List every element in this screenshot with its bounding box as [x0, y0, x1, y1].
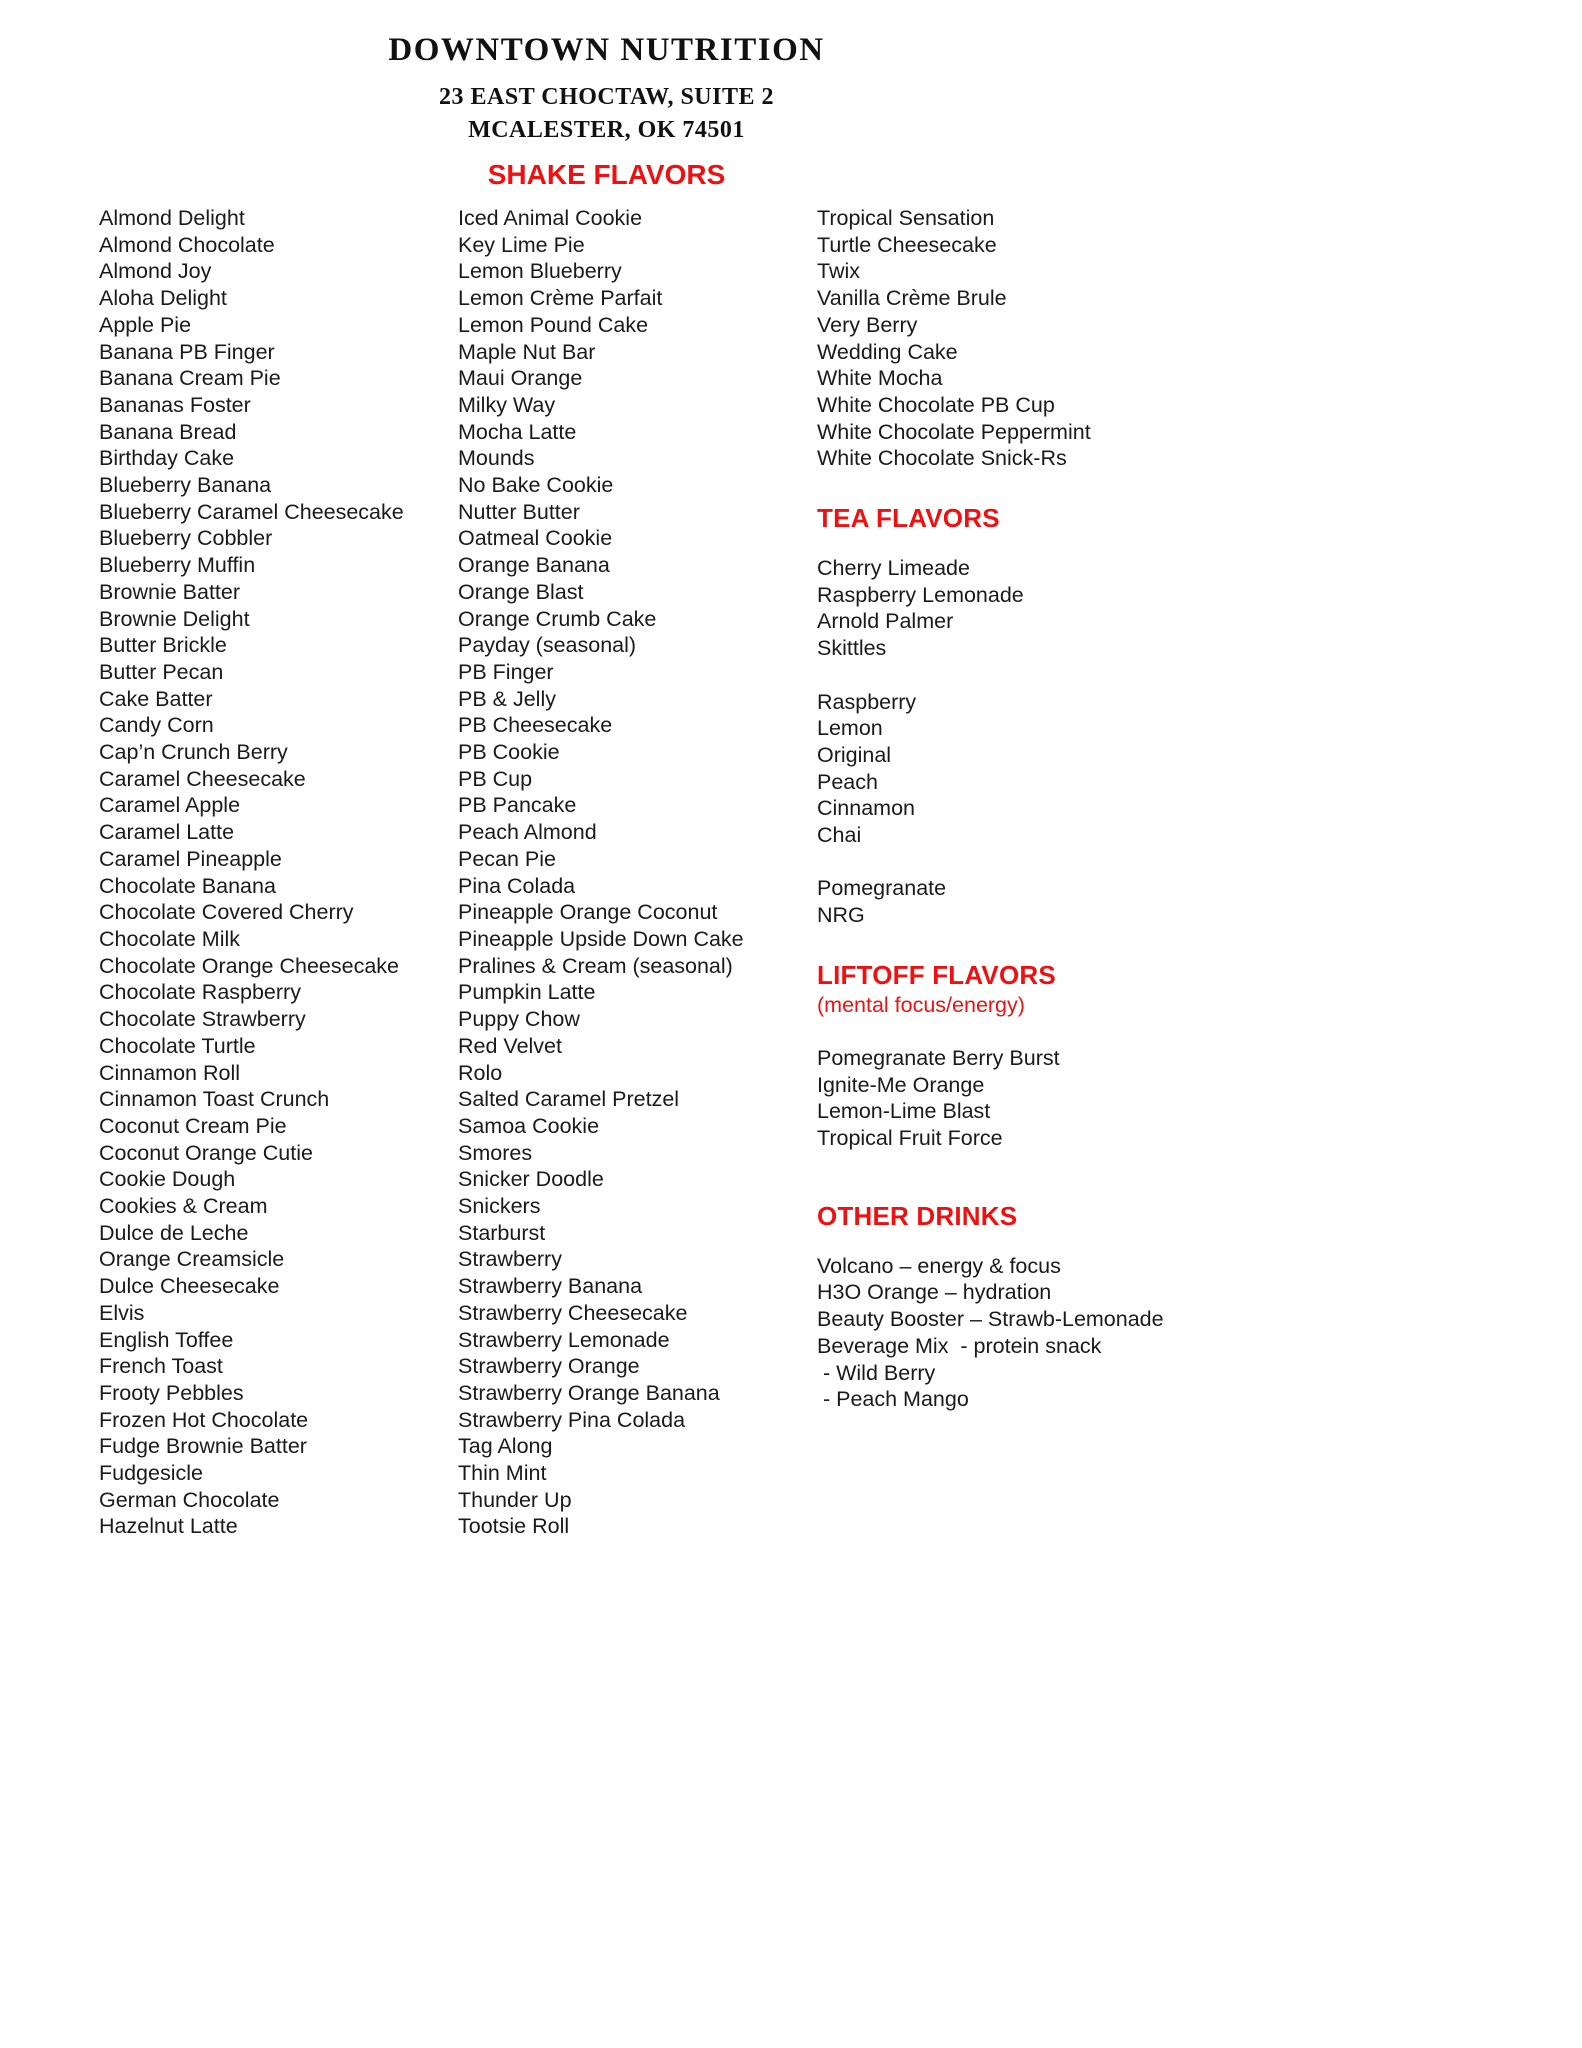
list-item: Puppy Chow: [458, 1007, 580, 1032]
list-item: Blueberry Banana: [99, 473, 272, 498]
list-item: PB & Jelly: [458, 686, 556, 711]
list-item: Pumpkin Latte: [458, 980, 596, 1005]
list-item: Cinnamon Roll: [99, 1060, 241, 1085]
list-item: Banana PB Finger: [99, 339, 275, 364]
list-item: Blueberry Caramel Cheesecake: [99, 499, 404, 524]
list-item: Strawberry: [458, 1247, 562, 1272]
list-item: Tag Along: [458, 1434, 553, 1459]
list-item: Butter Brickle: [99, 633, 227, 658]
list-item: Caramel Cheesecake: [99, 766, 306, 791]
list-item: Pralines & Cream (seasonal): [458, 953, 733, 978]
list-item: Cinnamon Toast Crunch: [99, 1087, 330, 1112]
list-item: Volcano – energy & focus: [817, 1253, 1061, 1278]
list-item: Arnold Palmer: [817, 609, 954, 634]
list-item: Caramel Apple: [99, 793, 241, 818]
list-item: Very Berry: [817, 312, 918, 337]
tea-flavors-heading: TEA FLAVORS: [817, 503, 1000, 534]
list-item: Banana Bread: [99, 419, 237, 444]
list-item: German Chocolate: [99, 1487, 280, 1512]
list-item: NRG: [817, 903, 865, 928]
list-item: Peach: [817, 769, 878, 794]
list-item: Beauty Booster – Strawb-Lemonade: [817, 1307, 1164, 1332]
list-item: Wedding Cake: [817, 339, 958, 364]
list-item: Fudge Brownie Batter: [99, 1434, 307, 1459]
right-column: [817, 205, 1257, 1413]
list-item: Pomegranate: [817, 876, 947, 901]
list-item: Bananas Foster: [99, 392, 251, 417]
list-item: Almond Delight: [99, 206, 245, 230]
list-item: Peach Almond: [458, 820, 597, 845]
list-item: Rolo: [458, 1060, 503, 1085]
list-item: Fudgesicle: [99, 1461, 203, 1486]
list-item: Chocolate Covered Cherry: [99, 900, 354, 925]
list-item: [817, 662, 1257, 689]
list-item: White Chocolate Peppermint: [817, 419, 1091, 444]
list-item: Brownie Delight: [99, 606, 250, 631]
address-line-1: 23 EAST CHOCTAW, SUITE 2: [439, 84, 774, 110]
list-item: Lemon Pound Cake: [458, 312, 649, 337]
list-item: Maui Orange: [458, 366, 583, 391]
list-item: Skittles: [817, 636, 887, 661]
list-item: Lemon Blueberry: [458, 259, 622, 284]
list-item: Lemon: [817, 716, 883, 741]
list-item: Chocolate Orange Cheesecake: [99, 953, 399, 978]
page-header: [0, 30, 1213, 192]
list-item: Birthday Cake: [99, 446, 235, 471]
list-item: PB Cheesecake: [458, 713, 613, 738]
shake-flavors-column-2: [458, 205, 808, 1540]
list-item: Raspberry: [817, 689, 917, 714]
list-item: Strawberry Orange: [458, 1354, 640, 1379]
list-item: Chocolate Milk: [99, 926, 240, 951]
list-item: Lemon-Lime Blast: [817, 1099, 991, 1124]
list-item: Cookie Dough: [99, 1167, 236, 1192]
list-item: Blueberry Muffin: [99, 553, 256, 578]
list-item: Vanilla Crème Brule: [817, 286, 1007, 311]
list-item: Raspberry Lemonade: [817, 582, 1024, 607]
list-item: Ignite-Me Orange: [817, 1072, 985, 1097]
list-item: Pecan Pie: [458, 846, 557, 871]
list-item: Almond Chocolate: [99, 232, 275, 257]
list-item: PB Pancake: [458, 793, 577, 818]
list-item: Thunder Up: [458, 1487, 572, 1512]
list-item: Strawberry Pina Colada: [458, 1407, 686, 1432]
list-item: Salted Caramel Pretzel: [458, 1087, 680, 1112]
list-item: Key Lime Pie: [458, 232, 585, 257]
list-item: Mocha Latte: [458, 419, 577, 444]
list-item: Hazelnut Latte: [99, 1514, 238, 1539]
other-drinks-list: [817, 1253, 1257, 1413]
list-item: Snicker Doodle: [458, 1167, 604, 1192]
list-item: Dulce Cheesecake: [99, 1274, 280, 1299]
shake-flavors-list-2: [458, 205, 808, 1540]
list-item: Cap’n Crunch Berry: [99, 740, 288, 765]
list-item: - Peach Mango: [817, 1387, 969, 1412]
list-item: Coconut Cream Pie: [99, 1113, 287, 1138]
list-item: Oatmeal Cookie: [458, 526, 613, 551]
list-item: Strawberry Cheesecake: [458, 1300, 688, 1325]
list-item: Pomegranate Berry Burst: [817, 1045, 1060, 1070]
list-item: Dulce de Leche: [99, 1220, 249, 1245]
address-line-2: MCALESTER, OK 74501: [468, 117, 745, 143]
list-item: PB Finger: [458, 659, 554, 684]
list-item: Snickers: [458, 1194, 541, 1219]
other-drinks-heading: OTHER DRINKS: [817, 1200, 1018, 1231]
list-item: French Toast: [99, 1354, 223, 1379]
list-item: Chocolate Banana: [99, 873, 276, 898]
list-item: - Wild Berry: [817, 1360, 936, 1385]
list-item: Beverage Mix - protein snack: [817, 1333, 1102, 1358]
business-name: DOWNTOWN NUTRITION: [388, 32, 825, 68]
tea-flavors-list: [817, 555, 1257, 929]
list-item: Aloha Delight: [99, 286, 227, 311]
list-item: Cookies & Cream: [99, 1194, 268, 1219]
list-item: Orange Creamsicle: [99, 1247, 285, 1272]
list-item: Candy Corn: [99, 713, 214, 738]
list-item: [817, 849, 1257, 876]
list-item: Tropical Fruit Force: [817, 1125, 1003, 1150]
list-item: Frozen Hot Chocolate: [99, 1407, 309, 1432]
liftoff-flavors-list: [817, 1045, 1257, 1152]
liftoff-flavors-heading: LIFTOFF FLAVORS: [817, 959, 1056, 990]
list-item: Apple Pie: [99, 312, 192, 337]
list-item: Thin Mint: [458, 1461, 547, 1486]
list-item: Payday (seasonal): [458, 633, 637, 658]
list-item: Strawberry Orange Banana: [458, 1380, 720, 1405]
list-item: Orange Banana: [458, 553, 610, 578]
liftoff-subheading: (mental focus/energy): [817, 992, 1025, 1017]
list-item: Banana Cream Pie: [99, 366, 281, 391]
list-item: Chocolate Turtle: [99, 1033, 256, 1058]
list-item: Brownie Batter: [99, 579, 241, 604]
list-item: Chai: [817, 823, 862, 848]
list-item: Mounds: [458, 446, 535, 471]
list-item: Pineapple Orange Coconut: [458, 900, 718, 925]
list-item: Pineapple Upside Down Cake: [458, 926, 744, 951]
list-item: Samoa Cookie: [458, 1113, 600, 1138]
list-item: Pina Colada: [458, 873, 576, 898]
shake-flavors-heading: SHAKE FLAVORS: [487, 159, 726, 190]
list-item: Chocolate Raspberry: [99, 980, 301, 1005]
list-item: Caramel Latte: [99, 820, 235, 845]
list-item: H3O Orange – hydration: [817, 1280, 1052, 1305]
list-item: Coconut Orange Cutie: [99, 1140, 313, 1165]
list-item: Cinnamon: [817, 796, 915, 821]
shake-flavors-list-1: [99, 205, 449, 1540]
list-item: Nutter Butter: [458, 499, 580, 524]
list-item: Turtle Cheesecake: [817, 232, 997, 257]
list-item: Chocolate Strawberry: [99, 1007, 306, 1032]
list-item: Almond Joy: [99, 259, 212, 284]
list-item: Orange Crumb Cake: [458, 606, 657, 631]
list-item: Elvis: [99, 1300, 145, 1325]
list-item: Caramel Pineapple: [99, 846, 282, 871]
list-item: Smores: [458, 1140, 533, 1165]
list-item: Orange Blast: [458, 579, 584, 604]
shake-flavors-list-3: [817, 205, 1257, 472]
list-item: Tootsie Roll: [458, 1514, 570, 1539]
list-item: Strawberry Lemonade: [458, 1327, 670, 1352]
list-item: Cake Batter: [99, 686, 213, 711]
list-item: Frooty Pebbles: [99, 1380, 244, 1405]
list-item: Red Velvet: [458, 1033, 562, 1058]
list-item: PB Cup: [458, 766, 533, 791]
list-item: Lemon Crème Parfait: [458, 286, 663, 311]
list-item: Iced Animal Cookie: [458, 206, 643, 230]
list-item: No Bake Cookie: [458, 473, 614, 498]
list-item: Maple Nut Bar: [458, 339, 596, 364]
list-item: Milky Way: [458, 392, 556, 417]
list-item: White Chocolate PB Cup: [817, 392, 1055, 417]
list-item: White Mocha: [817, 366, 943, 391]
list-item: White Chocolate Snick-Rs: [817, 446, 1067, 471]
list-item: Original: [817, 742, 892, 767]
list-item: Tropical Sensation: [817, 206, 995, 230]
list-item: Twix: [817, 259, 860, 284]
list-item: English Toffee: [99, 1327, 234, 1352]
list-item: Starburst: [458, 1220, 546, 1245]
list-item: Butter Pecan: [99, 659, 224, 684]
list-item: PB Cookie: [458, 740, 560, 765]
list-item: Blueberry Cobbler: [99, 526, 273, 551]
list-item: Cherry Limeade: [817, 556, 970, 581]
list-item: Strawberry Banana: [458, 1274, 643, 1299]
shake-flavors-column-1: [99, 205, 449, 1540]
